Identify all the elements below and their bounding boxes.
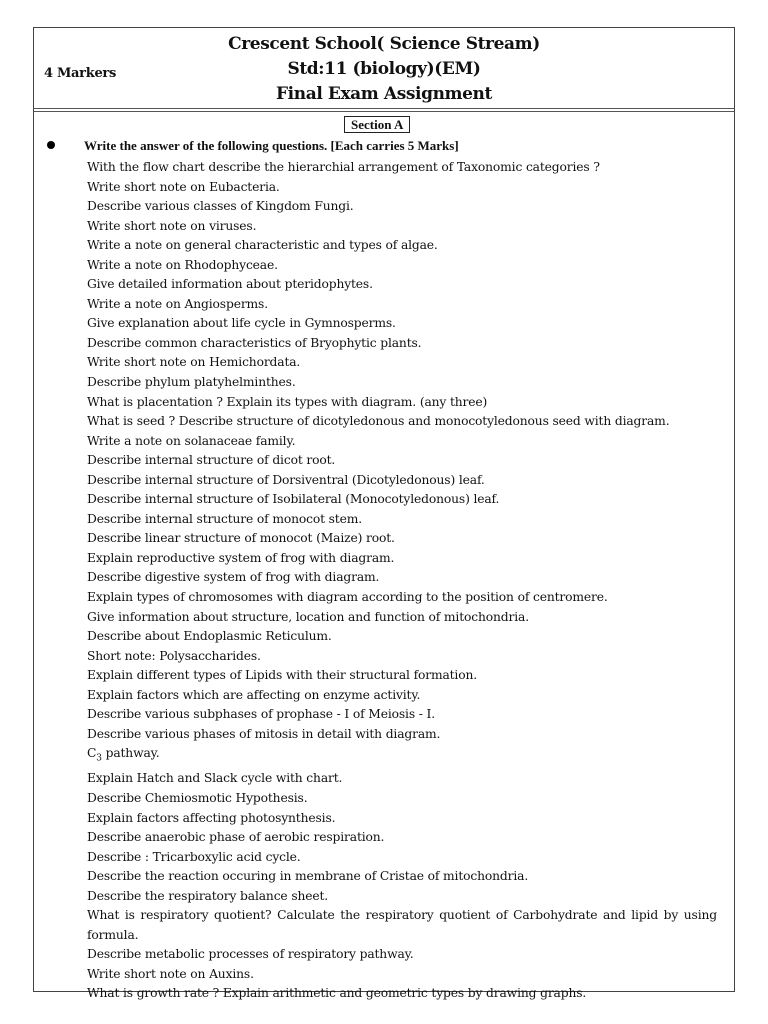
question-item: Describe the reaction occuring in membrane of Cristae of mitochondria. — [87, 869, 529, 884]
question-item: What is placentation ? Explain its types with diagram. (any three) — [87, 394, 488, 409]
question-item: Write a note on Angiosperms. — [87, 296, 268, 311]
question-item: Give explanation about life cycle in Gymnosperms. — [87, 316, 396, 331]
question-item: Describe various phases of mitosis in detail with diagram. — [87, 726, 441, 741]
question-item: Explain factors which are affecting on enzyme activity. — [87, 687, 421, 702]
question-item: Write short note on viruses. — [87, 218, 257, 233]
question-item: Describe digestive system of frog with diagram. — [87, 570, 380, 585]
question-item: Describe anaerobic phase of aerobic respiration. — [87, 830, 385, 845]
question-item: Explain factors affecting photosynthesis. — [87, 810, 336, 825]
sheet-header — [34, 28, 734, 108]
standard-title: Std:11 (biology)(EM) — [287, 59, 481, 79]
question-item: Describe internal structure of Dorsiventral (Dicotyledonous) leaf. — [87, 472, 485, 487]
section-instruction: Write the answer of the following questions. [Each carries 5 Marks] — [84, 138, 459, 153]
question-item: With the flow chart describe the hierarchial arrangement of Taxonomic categories ? — [87, 160, 600, 174]
question-item: Write short note on Auxins. — [87, 966, 254, 981]
question-item: Explain different types of Lipids with their structural formation. — [87, 668, 478, 683]
question-item: Write a note on solanaceae family. — [87, 433, 296, 448]
question-item: Explain Hatch and Slack cycle with chart. — [87, 771, 343, 786]
marker-label: 4 Markers — [44, 66, 116, 81]
question-item: Describe linear structure of monocot (Maize) root. — [87, 531, 395, 546]
question-item: Describe internal structure of dicot root. — [87, 453, 336, 468]
school-name: Crescent School( Science Stream) — [228, 34, 540, 54]
title-block — [34, 32, 734, 107]
section-label: Section A — [344, 116, 410, 133]
question-item: Explain reproductive system of frog with diagram. — [87, 550, 395, 565]
question-item: Describe metabolic processes of respiratory pathway. — [87, 947, 414, 962]
question-item: Describe about Endoplasmic Reticulum. — [87, 629, 332, 644]
question-item: Give information about structure, location and function of mitochondria. — [87, 609, 529, 624]
question-item: Describe various classes of Kingdom Fungi. — [87, 199, 354, 214]
question-item: What is growth rate ? Explain arithmetic and geometric types by drawing graphs. — [87, 986, 587, 1001]
question-item: Describe common characteristics of Bryophytic plants. — [87, 335, 422, 350]
question-item: $C_3$ pathway. — [87, 746, 160, 764]
question-item: Describe various subphases of prophase - I of Meiosis - I. — [87, 707, 435, 722]
question-item: Describe : Tricarboxylic acid cycle. — [87, 849, 301, 864]
question-item: Describe internal structure of monocot stem. — [87, 511, 362, 526]
question-item: Give detailed information about pteridophytes. — [87, 277, 373, 292]
header-divider-double — [34, 111, 734, 112]
question-item: Describe the respiratory balance sheet. — [87, 888, 329, 903]
exam-sheet — [33, 27, 735, 1001]
question-item: Write short note on Hemichordata. — [87, 355, 301, 370]
question-item: Write short note on Eubacteria. — [87, 179, 280, 194]
question-item: What is seed ? Describe structure of dicotyledonous and monocotyledonous seed with diagram. — [87, 414, 670, 429]
question-item: What is respiratory quotient? Calculate the respiratory quotient of Carbohydrate and lipid by using formula. — [87, 908, 717, 942]
question-item: Explain types of chromosomes with diagram according to the position of centromere. — [87, 590, 608, 605]
header-divider — [34, 108, 734, 109]
question-item: Write a note on Rhodophyceae. — [87, 257, 278, 272]
exam-title: Final Exam Assignment — [276, 84, 492, 104]
question-item: Write a note on general characteristic and types of algae. — [87, 238, 438, 253]
question-item: Describe phylum platyhelminthes. — [87, 375, 296, 390]
question-item: Describe Chemiosmotic Hypothesis. — [87, 790, 308, 805]
bullet-icon — [47, 141, 55, 149]
question-list — [87, 158, 717, 1004]
question-item: Short note: Polysaccharides. — [87, 648, 261, 663]
question-item: Describe internal structure of Isobilateral (Monocotyledonous) leaf. — [87, 492, 500, 507]
